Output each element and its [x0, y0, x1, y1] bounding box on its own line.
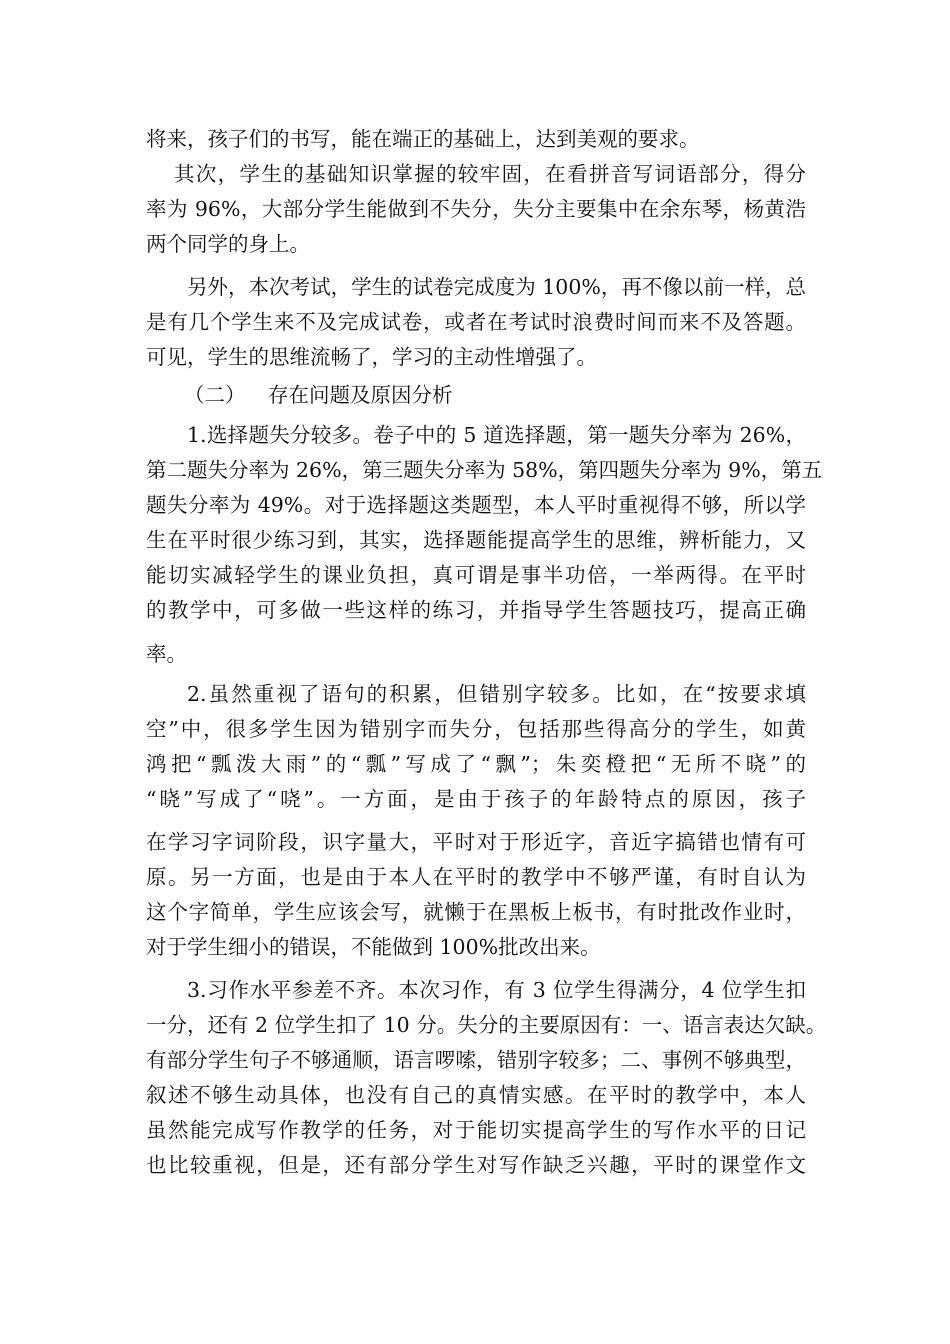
text-line: 有部分学生句子不够通顺，语言啰嗦，错别字较多；二、事例不够典型， — [146, 1048, 806, 1072]
text-line: 其次，学生的基础知识掌握的较牢固，在看拼音写词语部分，得分 — [174, 162, 806, 186]
text-line: 是有几个学生来不及完成试卷，或者在考试时浪费时间而来不及答题。 — [146, 310, 806, 334]
text-line: 虽然能完成写作教学的任务，对于能切实提高学生的写作水平的日记 — [146, 1118, 806, 1142]
text-line: 将来，孩子们的书写，能在端正的基础上，达到美观的要求。 — [146, 127, 700, 151]
text-line: 在学习字词阶段，识字量大，平时对于形近字，音近字搞错也情有可 — [146, 830, 806, 854]
text-line: 2.虽然重视了语句的积累，但错别字较多。比如，在“按要求填 — [187, 682, 806, 706]
text-line: 1.选择题失分较多。卷子中的 5 道选择题，第一题失分率为 26%， — [187, 423, 806, 447]
text-line: 率。 — [146, 642, 187, 666]
text-line: 生在平时很少练习到，其实，选择题能提高学生的思维，辨析能力，又 — [146, 528, 806, 552]
text-line: 两个同学的身上。 — [146, 232, 310, 256]
text-line: 空”中，很多学生因为错别字而失分，包括那些得高分的学生，如黄 — [146, 717, 806, 741]
text-line: “晓”写成了“哓”。一方面，是由于孩子的年龄特点的原因，孩子 — [146, 787, 806, 811]
text-line: 的教学中，可多做一些这样的练习，并指导学生答题技巧，提高正确 — [146, 598, 806, 622]
text-line: 这个字简单，学生应该会写，就懒于在黑板上板书，有时批改作业时， — [146, 900, 806, 924]
text-line: 率为 96%，大部分学生能做到不失分，失分主要集中在余东琴，杨黄浩 — [146, 197, 806, 221]
text-line: 可见，学生的思维流畅了，学习的主动性增强了。 — [146, 345, 597, 369]
text-line: 题失分率为 49%。对于选择题这类题型，本人平时重视得不够，所以学 — [146, 493, 806, 517]
section-title: 存在问题及原因分析 — [268, 383, 453, 407]
text-line: 一分，还有 2 位学生扣了 10 分。失分的主要原因有：一、语言表达欠缺。 — [146, 1013, 827, 1037]
text-line: 3.习作水平参差不齐。本次习作，有 3 位学生得满分，4 位学生扣 — [187, 978, 806, 1002]
text-line: 叙述不够生动具体，也没有自己的真情实感。在平时的教学中，本人 — [146, 1083, 806, 1107]
section-heading — [184, 378, 453, 412]
text-line: 第二题失分率为 26%，第三题失分率为 58%，第四题失分率为 9%，第五 — [146, 458, 823, 482]
text-line: 也比较重视，但是，还有部分学生对写作缺乏兴趣，平时的课堂作文 — [146, 1153, 806, 1177]
text-line: 原。另一方面，也是由于本人在平时的教学中不够严谨，有时自认为 — [146, 865, 806, 889]
text-line: 另外，本次考试，学生的试卷完成度为 100%，再不像以前一样，总 — [187, 275, 806, 299]
text-line: 鸿把“瓢泼大雨”的“瓢”写成了“飘”；朱奕橙把“无所不晓”的 — [146, 752, 806, 776]
section-number: （二） — [184, 383, 246, 407]
text-line: 能切实减轻学生的课业负担，真可谓是事半功倍，一举两得。在平时 — [146, 563, 806, 587]
text-line: 对于学生细小的错误，不能做到 100%批改出来。 — [146, 935, 601, 959]
